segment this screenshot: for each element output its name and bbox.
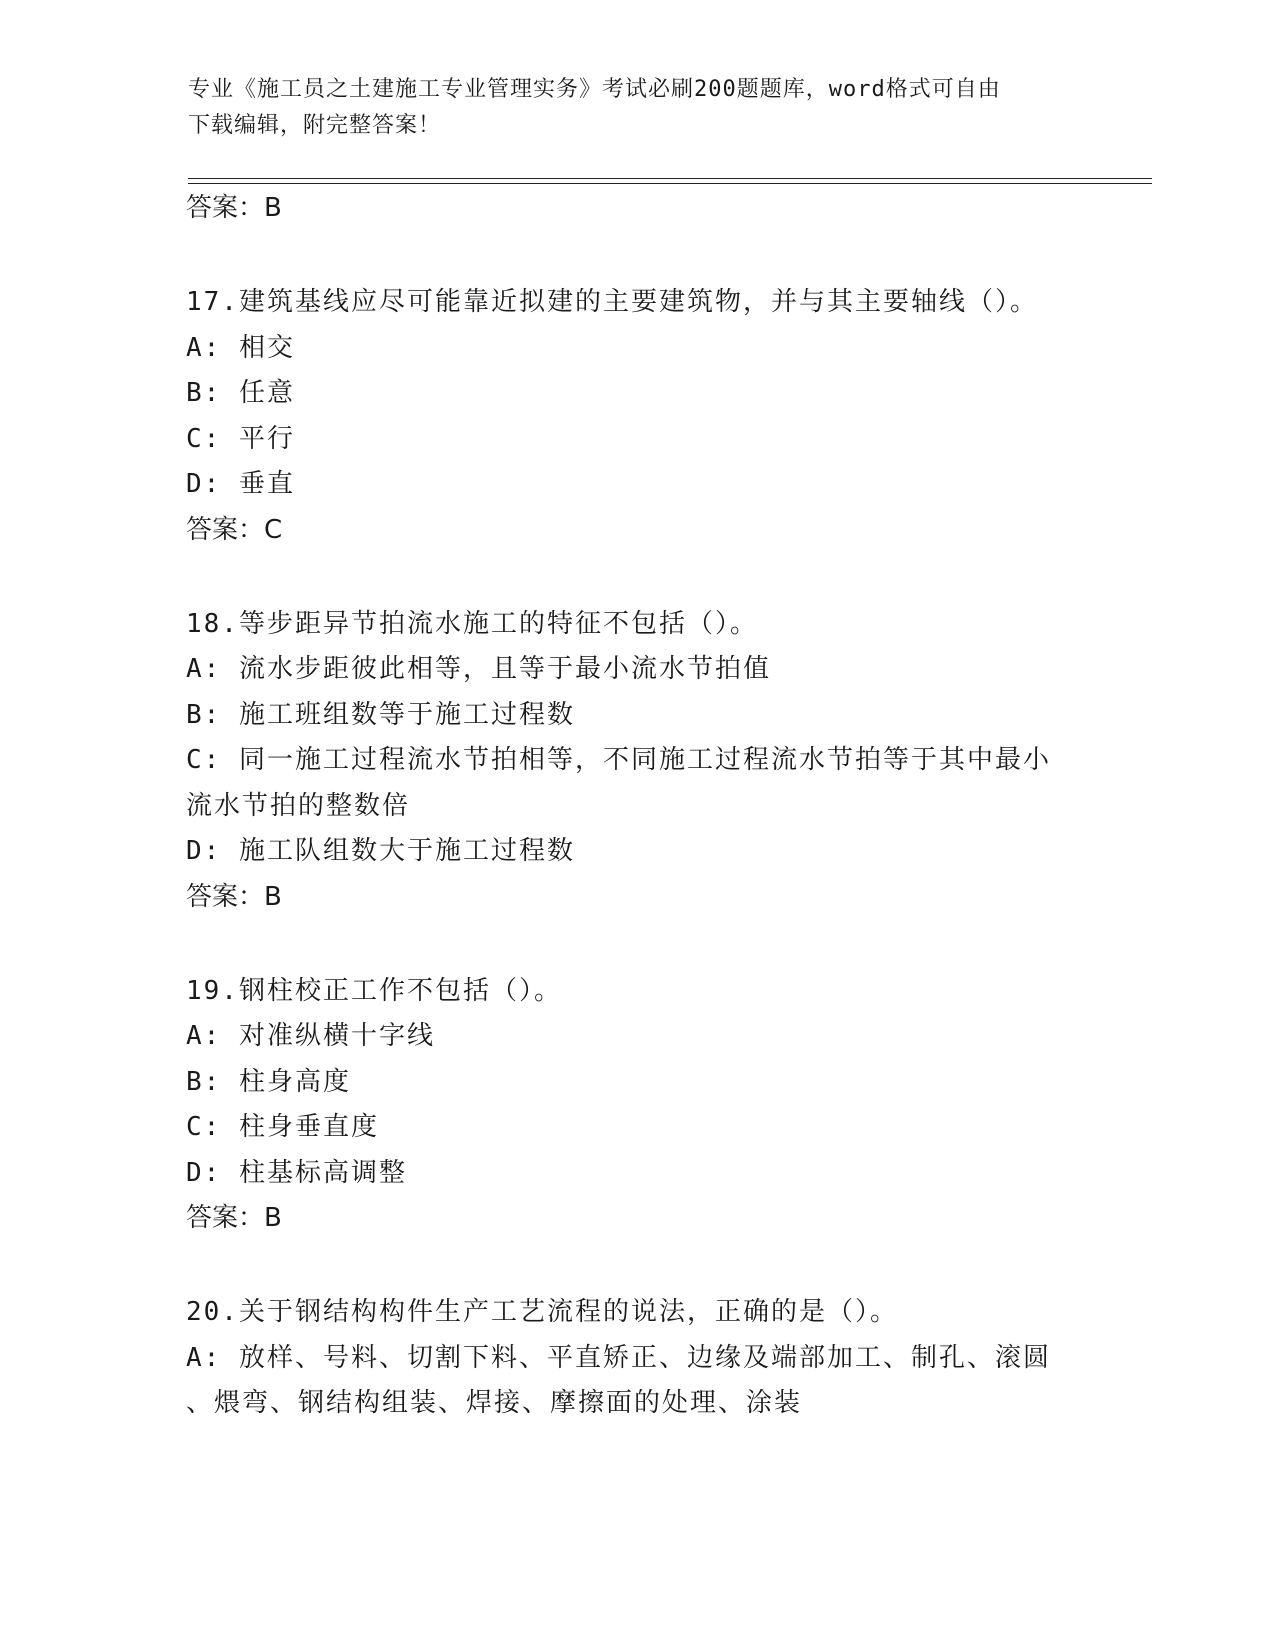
- option-d: D: 柱基标高调整: [186, 1157, 407, 1188]
- header-line-1: 专业《施工员之土建施工专业管理实务》考试必刷200题题库，word格式可自由: [188, 77, 1001, 102]
- header-divider-top: [188, 178, 1152, 179]
- question-text: 18.等步距异节拍流水施工的特征不包括（）。: [186, 608, 758, 639]
- answer-line: 答案：B: [186, 193, 282, 223]
- question-text: 17.建筑基线应尽可能靠近拟建的主要建筑物，并与其主要轴线（）。: [186, 287, 1038, 317]
- option-d: D: 垂直: [186, 469, 295, 499]
- header-line-2: 下载编辑，附完整答案！: [188, 113, 442, 138]
- option-a: A: 对准纵横十字线: [186, 1021, 435, 1051]
- option-a-continued: 、煨弯、钢结构组装、焊接、摩擦面的处理、涂装: [186, 1388, 803, 1418]
- option-c: C: 柱身垂直度: [186, 1112, 379, 1142]
- question-18: [186, 602, 1086, 920]
- question-20: [186, 1290, 1086, 1427]
- option-c-continued: 流水节拍的整数倍: [186, 790, 411, 821]
- option-b: B: 柱身高度: [186, 1066, 351, 1097]
- answer-line: 答案：B: [186, 1203, 282, 1233]
- option-a: A: 相交: [186, 332, 295, 363]
- option-d: D: 施工队组数大于施工过程数: [186, 836, 575, 866]
- option-b: B: 施工班组数等于施工过程数: [186, 699, 575, 730]
- option-c: C: 同一施工过程流水节拍相等，不同施工过程流水节拍等于其中最小: [186, 745, 1051, 775]
- answer-line: 答案：C: [186, 514, 283, 545]
- option-b: B: 任意: [186, 378, 295, 408]
- question-19: [186, 969, 1086, 1242]
- answer-line: 答案：B: [186, 881, 282, 912]
- question-text: 19.钢柱校正工作不包括（）。: [186, 975, 562, 1006]
- header-divider-bottom: [188, 183, 1152, 184]
- question-list: [186, 186, 1086, 1427]
- option-a: A: 流水步距彼此相等，且等于最小流水节拍值: [186, 654, 771, 684]
- question-text: 20.关于钢结构构件生产工艺流程的说法，正确的是（）。: [186, 1297, 898, 1327]
- page-header: [188, 72, 1068, 144]
- question-17: [186, 280, 1086, 553]
- option-a: A: 放样、号料、切割下料、平直矫正、边缘及端部加工、制孔、滚圆: [186, 1342, 1051, 1373]
- option-c: C: 平行: [186, 423, 295, 454]
